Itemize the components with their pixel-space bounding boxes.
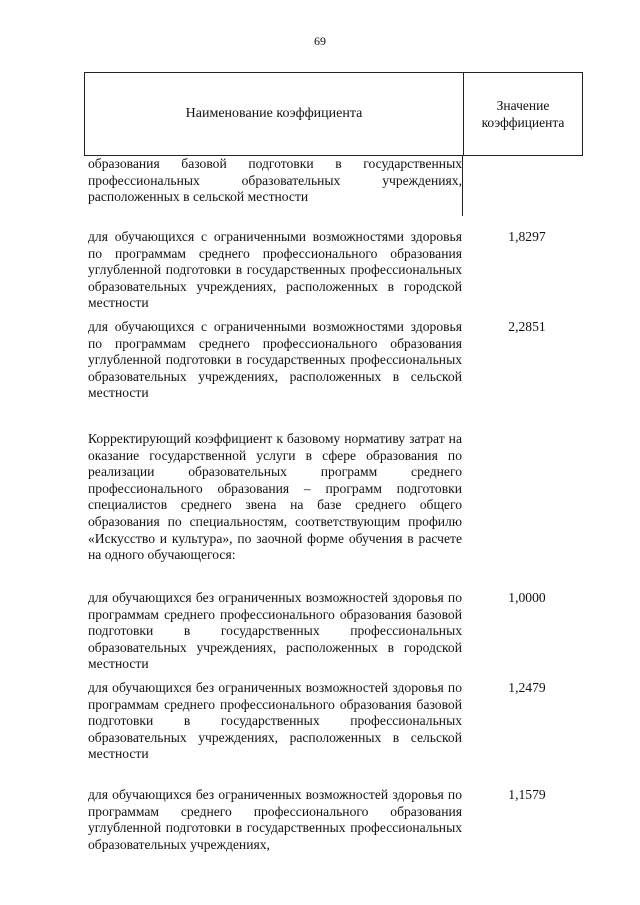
column-header-name: Наименование коэффициента: [185, 106, 363, 121]
entry-text: для обучающихся без ограниченных возможностей здоровья по программам среднего профессионального образования углубленной подготовки в государственных профессиональных образовательных учреждениях,: [88, 787, 462, 852]
page-number: 69: [314, 34, 326, 48]
entry-text: для обучающихся без ограниченных возможностей здоровья по программам среднего профессионального образования базовой подготовки в государственных профессиональных образовательных учреждениях, расположенных в сельской местности: [88, 680, 462, 762]
table-header: [84, 72, 583, 156]
entry-text: для обучающихся с ограниченными возможностями здоровья по программам среднего профессионального образования углубленной подготовки в государственных профессиональных образовательных учреждениях, расположенных в городской местности: [88, 229, 462, 311]
entry-text: для обучающихся без ограниченных возможностей здоровья по программам среднего профессионального образования базовой подготовки в государственных профессиональных образовательных учреждениях, расположенных в городской местности: [88, 590, 462, 672]
entry-text: для обучающихся с ограниченными возможностями здоровья по программам среднего профессионального образования углубленной подготовки в государственных профессиональных образовательных учреждениях, расположенных в сельской местности: [88, 319, 462, 401]
entry-value: 1,1579: [508, 787, 546, 802]
entry-text: Корректирующий коэффициент к базовому нормативу затрат на оказание государственной услуги в сфере образования по реализации образовательных программ среднего профессионального образования – программ подготовки специалистов среднего звена на базе среднего общего образования по специальностям, соответствующим профилю «Искусство и культура», по заочной форме обучения в расчете на одного обучающегося:: [88, 431, 462, 563]
entry-value: 1,0000: [508, 590, 546, 605]
entry-value: 2,2851: [508, 319, 546, 334]
column-header-value: Значение коэффициента: [481, 98, 565, 130]
column-divider-continuation: [462, 156, 463, 216]
entry-text: образования базовой подготовки в государственных профессиональных образовательных учреждениях, расположенных в сельской местности: [88, 156, 462, 205]
entry-value: 1,2479: [508, 680, 546, 695]
entry-value: 1,8297: [508, 229, 546, 244]
